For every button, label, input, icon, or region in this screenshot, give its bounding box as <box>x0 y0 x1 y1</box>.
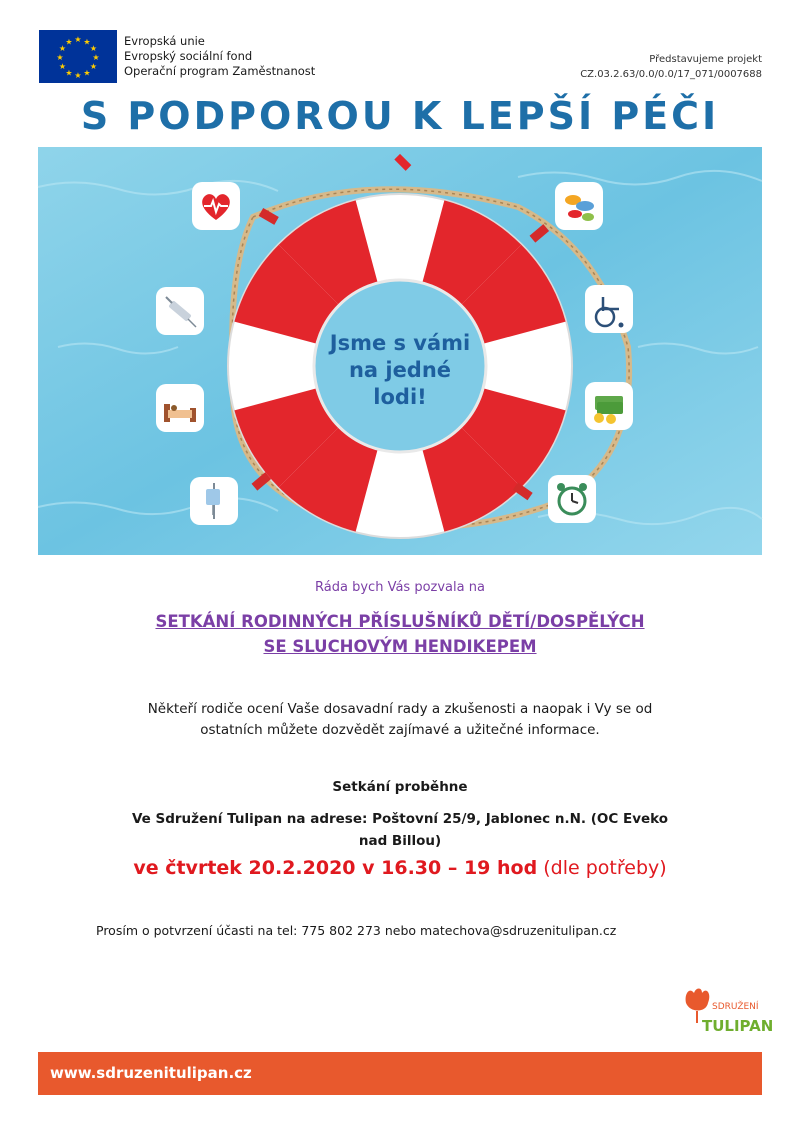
svg-text:★: ★ <box>89 62 98 71</box>
meeting-address <box>0 808 800 852</box>
svg-text:★: ★ <box>89 44 98 53</box>
svg-text:★: ★ <box>92 53 100 62</box>
address-line-2: nad Billou) <box>358 833 442 849</box>
svg-text:★: ★ <box>83 68 91 78</box>
money-icon <box>585 382 633 430</box>
tulipan-logo <box>680 983 774 1041</box>
hero-line-2: na jedné <box>348 358 452 382</box>
hero-line-1: Jsme s vámi <box>329 331 471 355</box>
eu-line-2: Evropský sociální fond <box>124 49 253 63</box>
svg-text:★: ★ <box>58 62 67 71</box>
wheelchair-icon <box>585 285 633 333</box>
iv-drip-icon <box>190 477 238 525</box>
svg-text:★: ★ <box>58 44 67 53</box>
hero-illustration <box>38 147 762 555</box>
project-label: Představujeme projekt <box>649 54 762 65</box>
logo-line-2: TULIPAN <box>702 1017 774 1035</box>
address-line-1: Ve Sdružení Tulipan na adrese: Poštovní 25/9, Jablonec n.N. (OC Eveko <box>131 811 669 827</box>
hero-line-3: lodi! <box>373 385 427 409</box>
meeting-label: Setkání proběhne <box>332 779 468 795</box>
logo-line-1: SDRUŽENÍ <box>712 1002 759 1012</box>
meeting-date-bold: ve čtvrtek 20.2.2020 v 16.30 – 19 hod <box>133 857 538 879</box>
project-info <box>580 52 762 82</box>
event-heading-line-2: SE SLUCHOVÝM HENDIKEPEM <box>263 637 537 656</box>
rsvp-text: Prosím o potvrzení účasti na tel: 775 802 273 nebo matechova@sdruzenitulipan.cz <box>96 923 617 938</box>
eu-stars-icon <box>39 30 117 83</box>
eu-flag-logo <box>39 30 117 83</box>
syringe-icon <box>156 287 204 335</box>
alarm-clock-icon <box>548 475 596 523</box>
svg-text:★: ★ <box>65 37 73 47</box>
description-line-2: ostatních můžete dozvědět zajímavé a užitečné informace. <box>200 722 600 738</box>
eu-line-3: Operační program Zaměstnanost <box>124 64 316 78</box>
page-title: S PODPOROU K LEPŠÍ PÉČI <box>80 94 720 138</box>
pills-icon <box>555 182 603 230</box>
bed-icon <box>156 384 204 432</box>
description-line-1: Někteří rodiče ocení Vaše dosavadní rady a zkušenosti a naopak i Vy se od <box>147 701 653 717</box>
svg-text:★: ★ <box>74 35 82 44</box>
svg-text:★: ★ <box>56 53 64 62</box>
heart-monitor-icon <box>192 182 240 230</box>
footer-bar <box>38 1052 762 1095</box>
eu-program-text <box>124 34 315 79</box>
meeting-datetime <box>0 857 800 879</box>
svg-text:★: ★ <box>83 37 91 47</box>
svg-text:★: ★ <box>65 68 73 78</box>
meeting-date-note: (dle potřeby) <box>537 857 667 879</box>
event-heading-line-1: SETKÁNÍ RODINNÝCH PŘÍSLUŠNÍKŮ DĚTÍ/DOSPĚLÝCH <box>155 612 645 631</box>
project-code: CZ.03.2.63/0.0/0.0/17_071/0007688 <box>580 69 762 80</box>
footer-url[interactable]: www.sdruzenitulipan.cz <box>50 1064 252 1082</box>
event-heading <box>0 609 800 659</box>
eu-line-1: Evropská unie <box>124 34 205 48</box>
svg-text:★: ★ <box>74 71 82 80</box>
invite-text: Ráda bych Vás pozvala na <box>315 580 485 595</box>
description-paragraph <box>0 699 800 741</box>
